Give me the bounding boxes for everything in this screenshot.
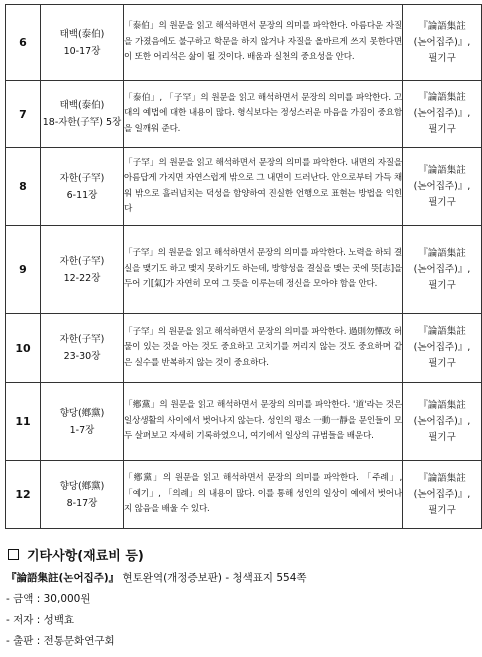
materials-line: (논어집주)』, (413, 415, 471, 427)
materials-line: 필기구 (428, 124, 456, 135)
description-cell (124, 461, 403, 529)
materials-line: 『論語集註 (418, 399, 466, 411)
author-item: - 저자 : 성백효 (6, 614, 75, 626)
chapter-line: 자한(子罕) (59, 334, 105, 345)
description-text: 「子罕」의 원문을 읽고 해석하면서 문장의 의미를 파악한다. 내면의 자질을 아름답게 가지면 자연스럽게 밖으로 그 내면이 드러난다. 안으로부터 가득 채워 밖으로 흘러넘치는 덕성을 함양하여 진실한 언행으로 표현는 방법을 익힌다 (124, 157, 402, 214)
chapter-cell (41, 81, 124, 148)
materials-cell (403, 226, 482, 314)
materials-cell (403, 81, 482, 148)
table-row (6, 314, 482, 383)
chapter-line: 자한(子罕) (59, 172, 105, 184)
session-number: 9 (6, 226, 41, 314)
description-cell (124, 314, 403, 383)
description-text: 「鄕黨」의 원문을 읽고 해석하면서 문장의 의미를 파악한다. '道'라는 것은 일상생활의 사이에서 벗어나지 않는다. 성인의 평소 一動一靜을 문인들이 모두 살펴보고 자세히 기록하였으니, 여기에서 일상의 규범들을 배운다. (124, 400, 402, 442)
materials-line: 『論語集註 (418, 472, 466, 484)
session-number: 11 (6, 383, 41, 461)
description-cell (124, 5, 403, 81)
chapter-cell (41, 5, 124, 81)
chapter-line: 10-17장 (63, 45, 101, 57)
price-item: - 금액 : 30,000원 (6, 593, 91, 605)
materials-cell (403, 461, 482, 529)
materials-cell (403, 148, 482, 226)
section-heading (6, 545, 476, 564)
materials-line: (논어집주)』, (413, 36, 471, 48)
textbook-details: 현토완역(개정증보판) - 청색표지 554쪽 (122, 572, 307, 584)
chapter-cell (41, 148, 124, 226)
session-number: 8 (6, 148, 41, 226)
chapter-line: 태백(泰伯) (59, 100, 105, 111)
materials-line: 필기구 (428, 358, 456, 369)
materials-line: (논어집주)』, (413, 488, 471, 500)
materials-line: 『論語集註 (418, 247, 466, 259)
table-row (6, 81, 482, 148)
chapter-cell (41, 461, 124, 529)
materials-line: 필기구 (428, 279, 456, 291)
description-text: 「子罕」의 원문을 읽고 해석하면서 문장의 의미를 파악한다. 過則勿憚改 허물이 있는 것을 아는 것도 중요하고 고치기를 꺼리지 않는 것도 중요하며 같은 실수를 반복하지 않는 것이 중요하다. (124, 326, 402, 368)
materials-line: (논어집주)』, (413, 342, 471, 353)
session-number: 12 (6, 461, 41, 529)
chapter-cell (41, 383, 124, 461)
materials-line: 『論語集註 (418, 20, 466, 32)
chapter-line: 1-7장 (69, 424, 95, 436)
session-number: 10 (6, 314, 41, 383)
chapter-line: 향당(鄕黨) (59, 480, 105, 492)
description-text: 「泰伯」, 「子罕」의 원문을 읽고 해석하면서 문장의 의미를 파악한다. 고대의 예법에 대한 내용이 많다. 형식보다는 정성스러운 마음을 가짐이 중요함을 일깨워 준다. (124, 92, 402, 134)
publisher-item: - 출판 : 전통문화연구회 (6, 635, 115, 647)
materials-line: 필기구 (428, 504, 456, 516)
table-row (6, 461, 482, 529)
description-cell (124, 226, 403, 314)
materials-line: 필기구 (428, 196, 456, 208)
description-text: 「子罕」의 원문을 읽고 해석하면서 문장의 의미를 파악한다. 노력을 하되 결실을 맺기도 하고 맺지 못하기도 하는데, 방향성을 결실을 맺는 곳에 뜻[志]을 두어 기[氣]가 자연히 모여 그 뜻을 이루는데 정신을 모아야 함을 안다. (124, 248, 402, 290)
description-text: 「泰伯」의 원문을 읽고 해석하면서 문장의 의미를 파악한다. 아름다운 자질을 가졌음에도 불구하고 학문을 하지 않거나 자질을 올바르게 쓰지 못한다면 이 또한 어리석은 삶이 될 것이다. 배움과 실천의 중요성을 안다. (124, 21, 402, 63)
materials-cell (403, 314, 482, 383)
table-row (6, 226, 482, 314)
materials-line: 필기구 (428, 52, 456, 64)
curriculum-table-body (6, 5, 482, 529)
table-row (6, 148, 482, 226)
curriculum-table (5, 4, 482, 529)
table-row (6, 5, 482, 81)
session-number: 6 (6, 5, 41, 81)
chapter-line: 향당(鄕黨) (59, 407, 105, 419)
description-cell (124, 383, 403, 461)
textbook-title: 『論語集註(논어집주)』 (6, 572, 120, 584)
materials-cell (403, 5, 482, 81)
materials-line: 『論語集註 (418, 92, 466, 103)
chapter-cell (41, 226, 124, 314)
chapter-line: 12-22장 (63, 272, 101, 284)
description-cell (124, 148, 403, 226)
materials-cell (403, 383, 482, 461)
section-heading-text: 기타사항(재료비 등) (27, 549, 144, 564)
textbook-line (6, 570, 476, 585)
materials-line: 『論語集註 (418, 326, 466, 337)
chapter-line: 18-자한(子罕) 5장 (42, 117, 122, 128)
checkbox-square-icon (8, 549, 19, 560)
description-cell (124, 81, 403, 148)
session-number: 7 (6, 81, 41, 148)
chapter-line: 8-17장 (66, 497, 98, 509)
materials-line: 필기구 (428, 431, 456, 443)
materials-line: 『論語集註 (418, 164, 466, 176)
chapter-line: 23-30장 (63, 351, 101, 362)
description-text: 「鄕黨」의 원문을 읽고 해석하면서 문장의 의미를 파악한다. 「주례」, 「예기」, 「의례」의 내용이 많다. 이를 통해 성인의 일상이 예에서 벗어나지 않음을 배울 수 있다. (124, 473, 402, 515)
chapter-line: 6-11장 (66, 189, 98, 201)
materials-line: (논어집주)』, (413, 108, 471, 119)
table-row (6, 383, 482, 461)
chapter-line: 자한(子罕) (59, 255, 105, 267)
materials-line: (논어집주)』, (413, 180, 471, 192)
chapter-line: 태백(泰伯) (59, 28, 105, 40)
textbook-info-list (6, 591, 476, 648)
other-section (6, 545, 476, 654)
chapter-cell (41, 314, 124, 383)
materials-line: (논어집주)』, (413, 263, 471, 275)
